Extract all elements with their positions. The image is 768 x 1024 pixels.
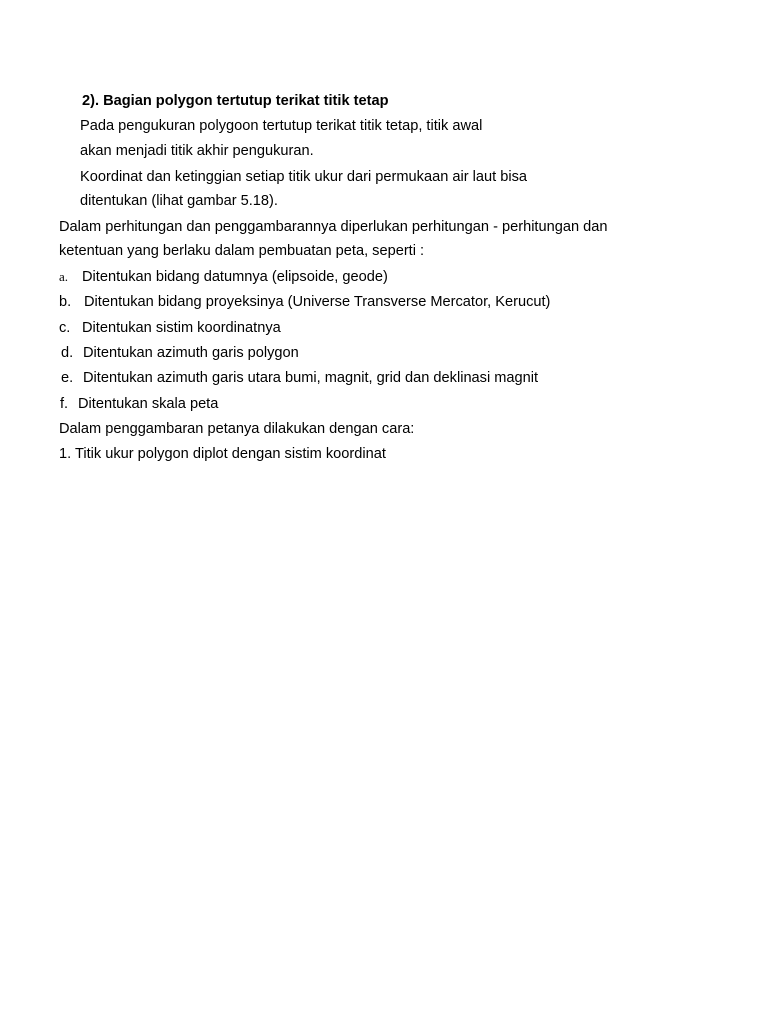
list-item-text: Ditentukan azimuth garis polygon [83,345,299,361]
list-item-text: Ditentukan skala peta [78,396,219,412]
list-item [59,268,68,286]
list-marker: a. [59,269,69,284]
list-item-text: Ditentukan bidang proyeksinya (Universe Transverse Mercator, Kerucut) [84,294,551,310]
list-item [59,319,70,337]
list-item [60,395,68,413]
list-item-text: Ditentukan azimuth garis utara bumi, magnit, grid dan deklinasi magnit [83,370,539,386]
list-marker: b. [59,294,72,310]
list-item [59,293,71,311]
paragraph-line: ditentukan (lihat gambar 5.18). [80,193,278,209]
paragraph-line: Koordinat dan ketinggian setiap titik ukur dari permukaan air laut bisa [80,169,527,185]
section-heading: 2). Bagian polygon tertutup terikat titik tetap [82,93,389,109]
list-marker: c. [59,320,71,336]
list-item-text: Ditentukan bidang datumnya (elipsoide, geode) [82,269,388,285]
list-item [61,344,73,362]
paragraph-line: Pada pengukuran polygoon tertutup terikat titik tetap, titik awal [80,118,483,134]
intro-line: ketentuan yang berlaku dalam pembuatan peta, seperti : [59,243,425,259]
list-marker: f. [60,396,69,412]
closing-line: Dalam penggambaran petanya dilakukan dengan cara: [59,421,415,437]
intro-line: Dalam perhitungan dan penggambarannya diperlukan perhitungan - perhitungan dan [59,219,608,235]
list-marker: e. [61,370,74,386]
closing-line: 1. Titik ukur polygon diplot dengan sistim koordinat [59,446,386,462]
list-marker: d. [61,345,74,361]
list-item-text: Ditentukan sistim koordinatnya [82,320,281,336]
list-item [61,369,73,387]
paragraph-line: akan menjadi titik akhir pengukuran. [80,143,314,159]
